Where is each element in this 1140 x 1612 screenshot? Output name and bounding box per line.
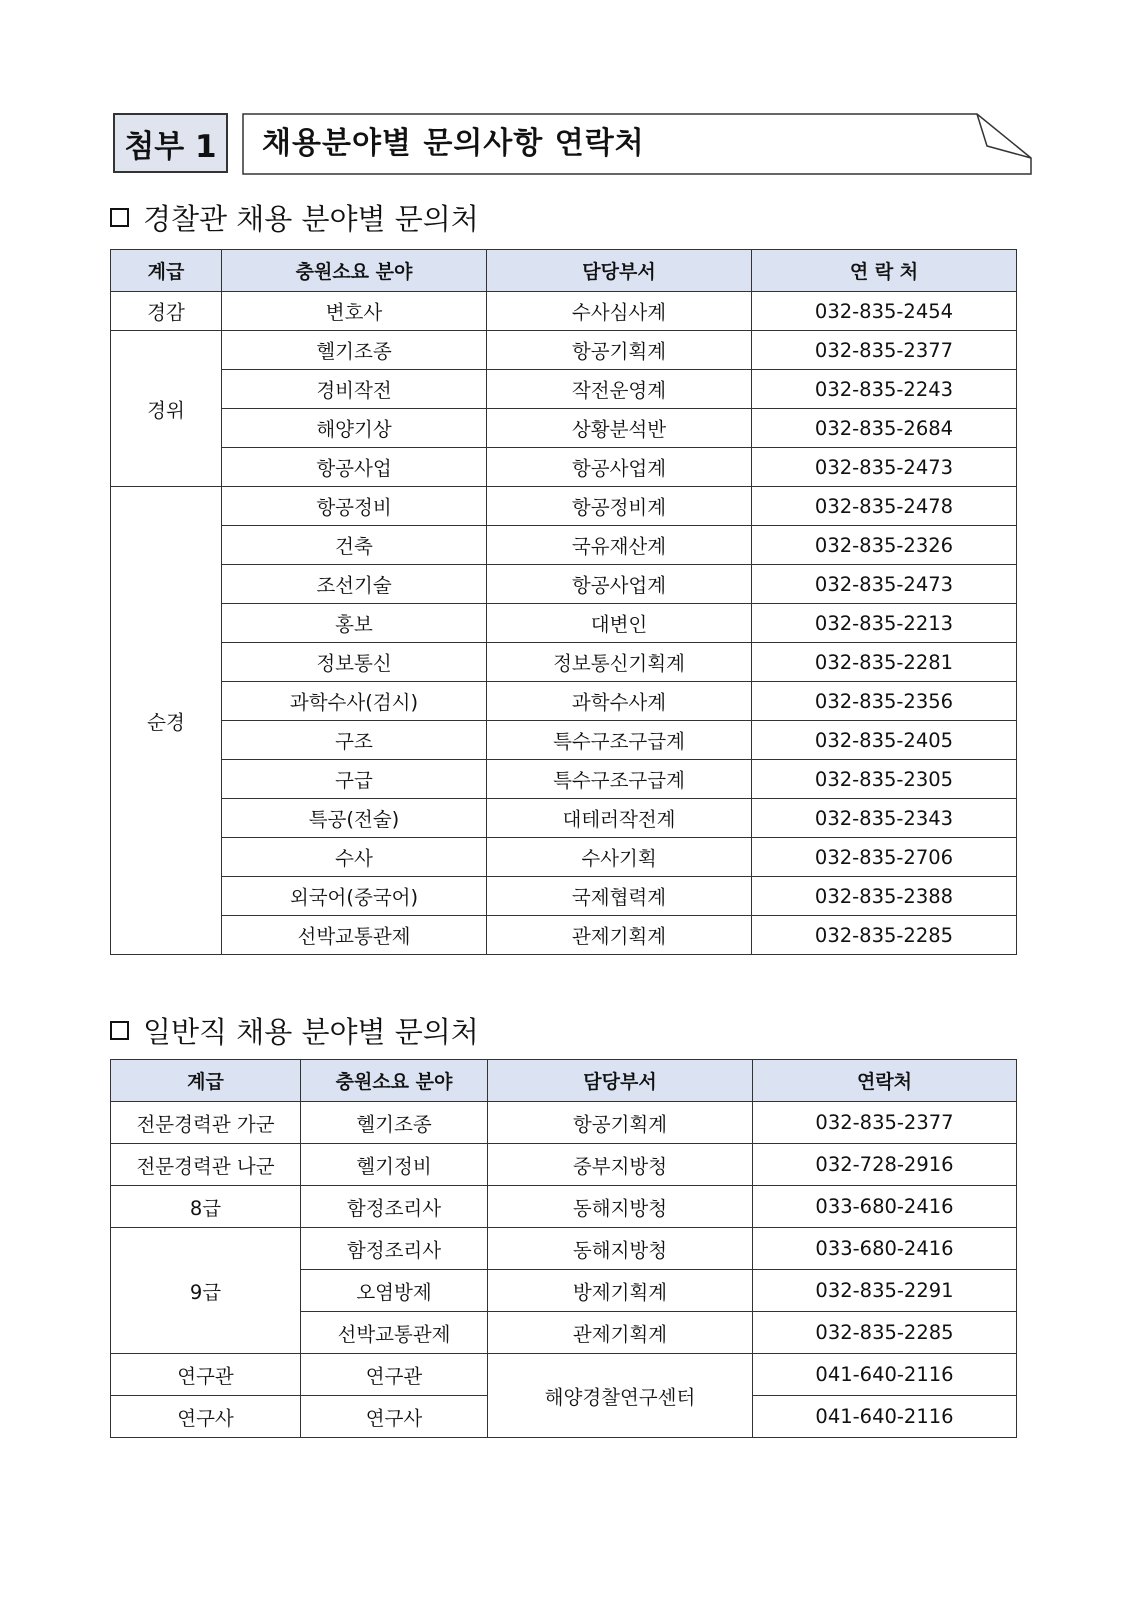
phone-cell: 033-680-2416 xyxy=(753,1228,1017,1270)
phone-cell: 032-835-2405 xyxy=(752,721,1017,760)
field-cell: 정보통신 xyxy=(222,643,487,682)
field-cell: 경비작전 xyxy=(222,370,487,409)
phone-cell: 032-835-2291 xyxy=(753,1270,1017,1312)
department-cell: 정보통신기획계 xyxy=(487,643,752,682)
field-cell: 연구사 xyxy=(301,1396,488,1438)
rank-cell: 연구관 xyxy=(111,1354,301,1396)
table-row xyxy=(111,487,1017,526)
table-row xyxy=(111,760,1017,799)
phone-cell: 032-835-2684 xyxy=(752,409,1017,448)
department-cell: 중부지방청 xyxy=(488,1144,753,1186)
field-cell: 구조 xyxy=(222,721,487,760)
field-cell: 선박교통관제 xyxy=(222,916,487,955)
field-cell: 구급 xyxy=(222,760,487,799)
field-cell: 변호사 xyxy=(222,292,487,331)
table-row xyxy=(111,682,1017,721)
field-cell: 함정조리사 xyxy=(301,1228,488,1270)
phone-cell: 032-835-2213 xyxy=(752,604,1017,643)
general-section-title: 일반직 채용 분야별 문의처 xyxy=(143,1014,479,1049)
rank-cell: 순경 xyxy=(111,487,222,955)
table-row xyxy=(111,604,1017,643)
phone-cell: 032-835-2706 xyxy=(752,838,1017,877)
field-cell: 선박교통관제 xyxy=(301,1312,488,1354)
field-cell: 조선기술 xyxy=(222,565,487,604)
field-cell: 건축 xyxy=(222,526,487,565)
department-cell: 작전운영계 xyxy=(487,370,752,409)
column-header: 계급 xyxy=(111,250,222,292)
field-cell: 수사 xyxy=(222,838,487,877)
table-row xyxy=(111,916,1017,955)
rank-cell: 전문경력관 가군 xyxy=(111,1102,301,1144)
column-header: 담당부서 xyxy=(487,250,752,292)
department-cell: 대변인 xyxy=(487,604,752,643)
table-row xyxy=(111,721,1017,760)
field-cell: 오염방제 xyxy=(301,1270,488,1312)
phone-cell: 032-835-2285 xyxy=(752,916,1017,955)
table-row xyxy=(111,877,1017,916)
table-header-row xyxy=(111,250,1017,292)
field-cell: 해양기상 xyxy=(222,409,487,448)
phone-cell: 032-835-2281 xyxy=(752,643,1017,682)
field-cell: 홍보 xyxy=(222,604,487,643)
table-row xyxy=(111,1186,1017,1228)
department-cell: 항공사업계 xyxy=(487,448,752,487)
column-header: 연락처 xyxy=(753,1060,1017,1102)
table-row xyxy=(111,838,1017,877)
table-row xyxy=(111,1228,1017,1270)
table-row xyxy=(111,565,1017,604)
table-row xyxy=(111,643,1017,682)
department-cell: 국제협력계 xyxy=(487,877,752,916)
rank-cell: 경감 xyxy=(111,292,222,331)
checkbox-icon xyxy=(110,1021,129,1040)
field-cell: 외국어(중국어) xyxy=(222,877,487,916)
column-header: 계급 xyxy=(111,1060,301,1102)
phone-cell: 032-835-2305 xyxy=(752,760,1017,799)
department-cell: 항공정비계 xyxy=(487,487,752,526)
department-cell: 방제기획계 xyxy=(488,1270,753,1312)
field-cell: 항공정비 xyxy=(222,487,487,526)
general-section-heading xyxy=(110,1009,479,1051)
phone-cell: 041-640-2116 xyxy=(753,1354,1017,1396)
field-cell: 헬기조종 xyxy=(301,1102,488,1144)
table-row xyxy=(111,1354,1017,1396)
table-row xyxy=(111,292,1017,331)
department-cell: 수사심사계 xyxy=(487,292,752,331)
phone-cell: 032-835-2388 xyxy=(752,877,1017,916)
table-row xyxy=(111,1144,1017,1186)
phone-cell: 032-835-2377 xyxy=(753,1102,1017,1144)
field-cell: 특공(전술) xyxy=(222,799,487,838)
department-cell: 항공사업계 xyxy=(487,565,752,604)
phone-cell: 033-680-2416 xyxy=(753,1186,1017,1228)
department-cell: 특수구조구급계 xyxy=(487,721,752,760)
rank-cell: 8급 xyxy=(111,1186,301,1228)
checkbox-icon xyxy=(110,208,129,227)
table-row xyxy=(111,1102,1017,1144)
phone-cell: 032-835-2473 xyxy=(752,448,1017,487)
phone-cell: 032-835-2478 xyxy=(752,487,1017,526)
document-title: 채용분야별 문의사항 연락처 xyxy=(262,126,645,161)
document-title-box xyxy=(242,113,1032,175)
department-cell: 관제기획계 xyxy=(488,1312,753,1354)
phone-cell: 032-835-2243 xyxy=(752,370,1017,409)
department-cell: 대테러작전계 xyxy=(487,799,752,838)
department-cell: 해양경찰연구센터 xyxy=(488,1354,753,1438)
phone-cell: 032-835-2343 xyxy=(752,799,1017,838)
department-cell: 동해지방청 xyxy=(488,1186,753,1228)
table-row xyxy=(111,799,1017,838)
rank-cell: 경위 xyxy=(111,331,222,487)
phone-cell: 032-835-2454 xyxy=(752,292,1017,331)
phone-cell: 032-835-2285 xyxy=(753,1312,1017,1354)
table-row xyxy=(111,331,1017,370)
field-cell: 함정조리사 xyxy=(301,1186,488,1228)
column-header: 충원소요 분야 xyxy=(301,1060,488,1102)
department-cell: 동해지방청 xyxy=(488,1228,753,1270)
department-cell: 과학수사계 xyxy=(487,682,752,721)
field-cell: 연구관 xyxy=(301,1354,488,1396)
phone-cell: 032-835-2377 xyxy=(752,331,1017,370)
general-contact-table xyxy=(110,1059,1017,1438)
police-section-heading xyxy=(110,196,479,238)
table-row xyxy=(111,370,1017,409)
rank-cell: 9급 xyxy=(111,1228,301,1354)
police-section-title: 경찰관 채용 분야별 문의처 xyxy=(143,201,479,236)
table-row xyxy=(111,448,1017,487)
department-cell: 상황분석반 xyxy=(487,409,752,448)
column-header: 충원소요 분야 xyxy=(222,250,487,292)
police-contact-table xyxy=(110,249,1017,955)
table-row xyxy=(111,409,1017,448)
column-header: 담당부서 xyxy=(488,1060,753,1102)
attachment-label: 첨부 1 xyxy=(113,113,228,173)
rank-cell: 연구사 xyxy=(111,1396,301,1438)
department-cell: 관제기획계 xyxy=(487,916,752,955)
department-cell: 항공기획계 xyxy=(488,1102,753,1144)
police-table-body xyxy=(111,292,1017,955)
department-cell: 수사기획 xyxy=(487,838,752,877)
phone-cell: 041-640-2116 xyxy=(753,1396,1017,1438)
department-cell: 특수구조구급계 xyxy=(487,760,752,799)
field-cell: 헬기정비 xyxy=(301,1144,488,1186)
field-cell: 항공사업 xyxy=(222,448,487,487)
table-row xyxy=(111,526,1017,565)
field-cell: 과학수사(검시) xyxy=(222,682,487,721)
department-cell: 국유재산계 xyxy=(487,526,752,565)
phone-cell: 032-835-2326 xyxy=(752,526,1017,565)
rank-cell: 전문경력관 나군 xyxy=(111,1144,301,1186)
field-cell: 헬기조종 xyxy=(222,331,487,370)
department-cell: 항공기획계 xyxy=(487,331,752,370)
phone-cell: 032-835-2356 xyxy=(752,682,1017,721)
phone-cell: 032-728-2916 xyxy=(753,1144,1017,1186)
column-header: 연 락 처 xyxy=(752,250,1017,292)
general-table-body xyxy=(111,1102,1017,1438)
table-header-row xyxy=(111,1060,1017,1102)
phone-cell: 032-835-2473 xyxy=(752,565,1017,604)
